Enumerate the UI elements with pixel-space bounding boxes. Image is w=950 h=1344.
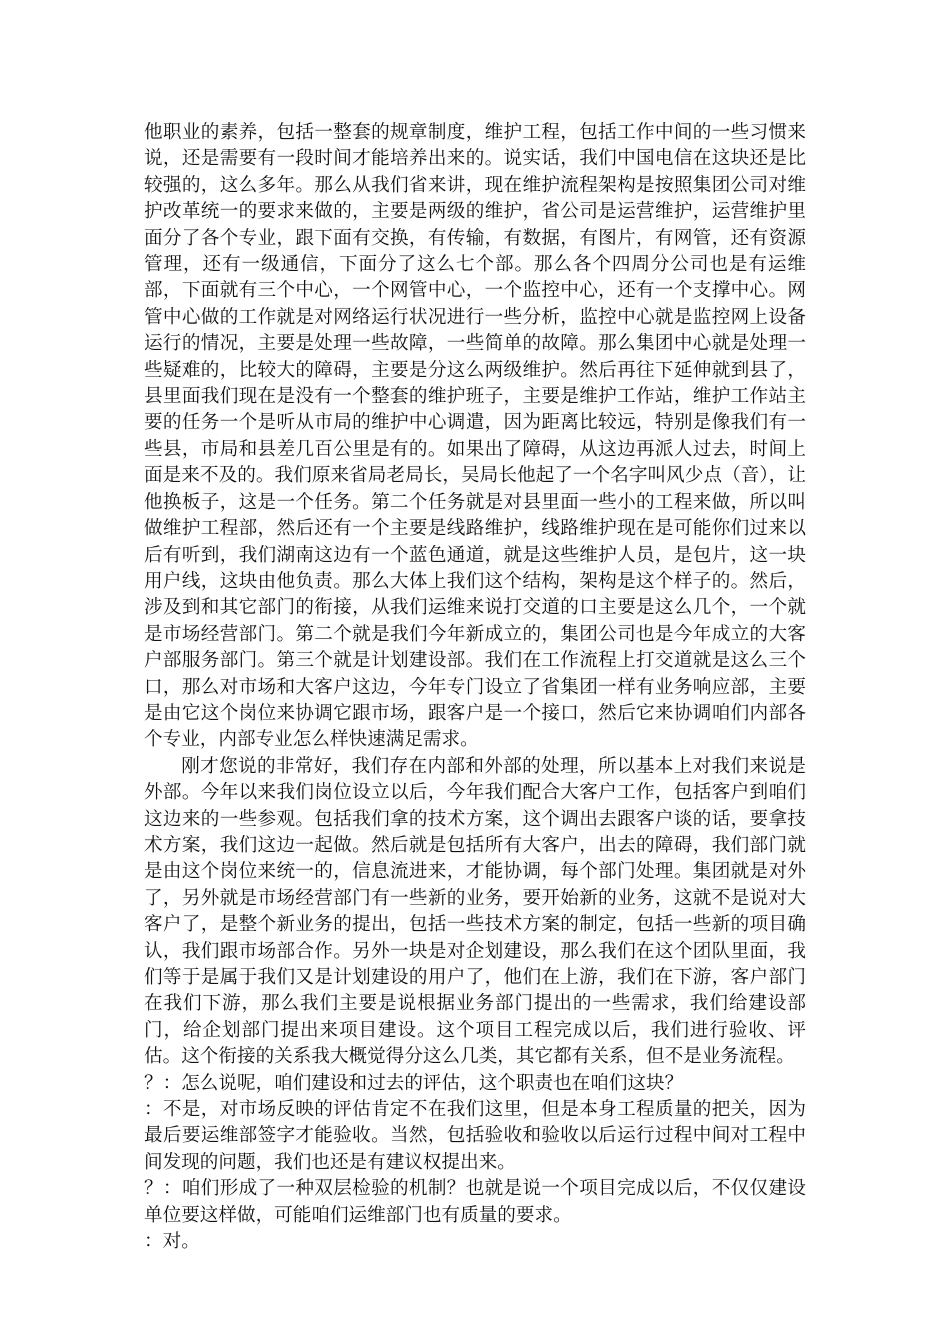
document-body — [144, 120, 806, 1255]
paragraph-1: 他职业的素养，包括一整套的规章制度，维护工程，包括工作中间的一些习惯来说，还是需要有一段时间才能培养出来的。说实话，我们中国电信在这块还是比较强的，这么多年。那么从我们省来讲，现在维护流程架构是按照集团公司对维护改革统一的要求来做的，主要是两级的维护，省公司是运营维护，运营维护里面分了各个专业，跟下面有交换，有传输，有数据，有图片，有网管，还有资源管理，还有一级通信，下面分了这么七个部。那么各个四周分公司也是有运维部，下面就有三个中心，一个网管中心，一个监控中心，还有一个支撑中心。网管中心做的工作就是对网络运行状况进行一些分析，监控中心就是监控网上设备运行的情况，主要是处理一些故障，一些简单的故障。那么集团中心就是处理一些疑难的，比较大的障碍，主要是分这么两级维护。然后再往下延伸就到县了，县里面我们现在是没有一个整套的维护班子，主要是维护工作站，维护工作站主要的任务一个是听从市局的维护中心调遣，因为距离比较远，特别是像我们有一些县，市局和县差几百公里是有的。如果出了障碍，从这边再派人过去，时间上面是来不及的。我们原来省局老局长，吴局长他起了一个名字叫风少点（音），让他换板子，这是一个任务。第二个任务就是对县里面一些小的工程来做，所以叫做维护工程部，然后还有一个主要是线路维护，线路维护现在是可能你们过来以后有听到，我们湖南这边有一个蓝色通道，就是这些维护人员，是包片，这一块用户线，这块由他负责。那么大体上我们这个结构，架构是这个样子的。然后，涉及到和其它部门的衔接，从我们运维来说打交道的口主要是这么几个，一个就是市场经营部门。第二个就是我们今年新成立的，集团公司也是今年成立的大客户部服务部门。第三个就是计划建设部。我们在工作流程上打交道就是这么三个口，那么对市场和大客户这边，今年专门设立了省集团一样有业务响应部，主要是由它这个岗位来协调它跟市场，跟客户是一个接口，然后它来协调咱们内部各个专业，内部专业怎么样快速满足需求。 — [144, 122, 806, 751]
dialogue-line-3: ？：咱们形成了一种双层检验的机制？也就是说一个项目完成以后，不仅仅建设单位要这样做，可能咱们运维部门也有质量的要求。 — [144, 1178, 806, 1226]
paragraph-2: 刚才您说的非常好，我们存在内部和外部的处理，所以基本上对我们来说是外部。今年以来我们岗位设立以后，今年我们配合大客户工作，包括客户到咱们这边来的一些参观。包括我们拿的技术方案，这个调出去跟客户谈的话，要拿技术方案，我们这边一起做。然后就是包括所有大客户，出去的障碍，我们部门就是由这个岗位来统一的，信息流进来，才能协调，每个部门处理。集团就是对外了，另外就是市场经营部门有一些新的业务，要开始新的业务，这就不是说对大客户了，是整个新业务的提出，包括一些技术方案的制定，包括一些新的项目确认，我们跟市场部合作。另外一块是对企划建设，那么我们在这个团队里面，我们等于是属于我们又是计划建设的用户了，他们在上游，我们在下游，客户部门在我们下游，那么我们主要是说根据业务部门提出的一些需求，我们给建设部门，给企划部门提出来项目建设。这个项目工程完成以后，我们进行验收、评估。这个衔接的关系我大概觉得分这么几类，其它都有关系，但不是业务流程。 — [144, 755, 806, 1068]
dialogue-line-2: ：不是，对市场反映的评估肯定不在我们这里，但是本身工程质量的把关，因为最后要运维部签字才能验收。当然，包括验收和验收以后运行过程中间对工程中间发现的问题，我们也还是有建议权提出来。 — [144, 1099, 806, 1173]
dialogue-line-1: ？：怎么说呢，咱们建设和过去的评估，这个职责也在咱们这块？ — [144, 1072, 684, 1094]
dialogue-line-4: ：对。 — [144, 1231, 200, 1253]
